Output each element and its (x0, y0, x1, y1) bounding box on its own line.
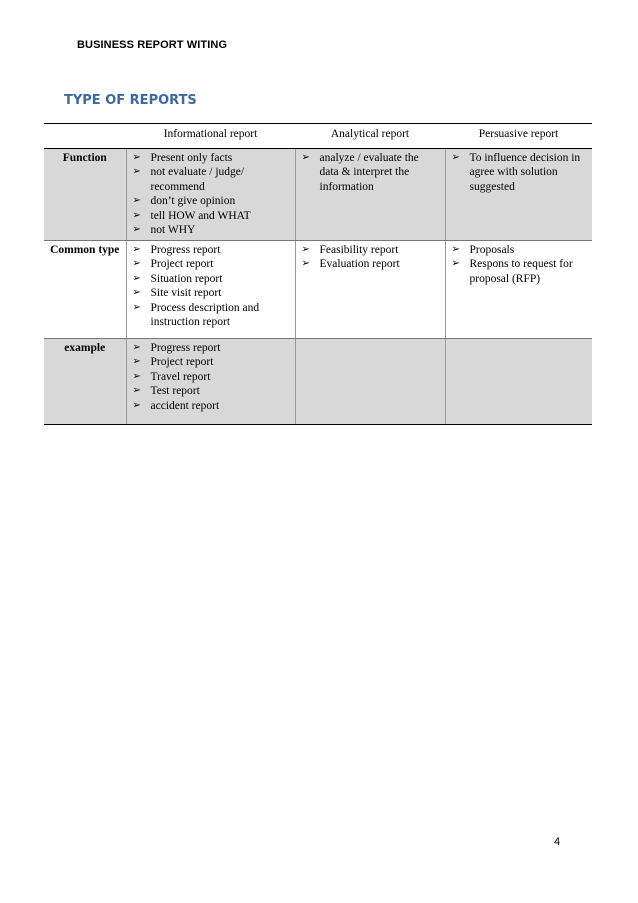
list-item (133, 355, 289, 370)
list-item (133, 151, 289, 166)
list-item (133, 257, 289, 272)
arrowhead-bullet-icon: ➢ (132, 399, 141, 411)
list-item-text: don’t give opinion (150, 195, 236, 207)
list-item (133, 194, 289, 209)
column-header-empty (44, 124, 126, 149)
table-cell-example-persuasive (445, 338, 592, 424)
arrowhead-bullet-icon: ➢ (301, 258, 310, 269)
list-item-text: Progress report (150, 341, 221, 354)
column-header-informational: Informational report (126, 124, 295, 149)
table-cell-common-type-persuasive (445, 240, 592, 338)
list-item (133, 223, 289, 238)
list-item-text: To influence decision in agree with solution suggested (469, 151, 581, 193)
arrowhead-bullet-icon: ➢ (451, 258, 460, 269)
table-cell-example-informational (126, 338, 295, 424)
arrowhead-bullet-icon: ➢ (132, 209, 141, 221)
list-item-text: Test report (150, 385, 200, 397)
table-cell-common-type-analytical (295, 240, 445, 338)
bullet-list (133, 341, 289, 414)
list-item (133, 165, 289, 194)
list-item-text: Respons to request for proposal (RFP) (469, 258, 573, 285)
list-item-text: Progress report (150, 243, 221, 256)
table-cell-function-analytical (295, 148, 445, 240)
bullet-list (133, 151, 289, 238)
bullet-list (133, 243, 289, 330)
list-item (452, 151, 587, 195)
arrowhead-bullet-icon: ➢ (132, 385, 141, 396)
bullet-list (302, 151, 439, 195)
list-item (133, 341, 289, 356)
arrowhead-bullet-icon: ➢ (301, 243, 310, 255)
bullet-list (452, 243, 587, 287)
arrowhead-bullet-icon: ➢ (132, 243, 141, 255)
list-item-text: not evaluate / judge/ recommend (150, 166, 245, 193)
column-header-analytical: Analytical report (295, 124, 445, 149)
list-item (133, 370, 289, 385)
list-item-text: Proposals (469, 243, 515, 256)
list-item-text: Project report (150, 258, 214, 270)
list-item (133, 272, 289, 287)
page-number: 4 (554, 836, 561, 848)
list-item (133, 286, 289, 301)
list-item (133, 301, 289, 330)
list-item-text: Project report (150, 356, 214, 368)
table-cell-function-informational (126, 148, 295, 240)
list-item (133, 399, 289, 414)
arrowhead-bullet-icon: ➢ (132, 272, 141, 284)
column-header-persuasive: Persuasive report (445, 124, 592, 149)
table-header-row (44, 124, 592, 149)
section-heading: TYPE OF REPORTS (64, 93, 197, 108)
table-cell-example-analytical (295, 338, 445, 424)
list-item-text: Process description and instruction report (150, 301, 260, 328)
list-item-text: Present only facts (150, 151, 233, 164)
list-item (302, 243, 439, 258)
list-item (133, 243, 289, 258)
table-row-example (44, 338, 592, 424)
list-item-text: analyze / evaluate the data & interpret the information (319, 151, 419, 193)
arrowhead-bullet-icon: ➢ (132, 224, 141, 235)
arrowhead-bullet-icon: ➢ (132, 301, 141, 313)
table-row-common-type (44, 240, 592, 338)
table-row-function (44, 148, 592, 240)
list-item-text: Site visit report (150, 287, 222, 299)
arrowhead-bullet-icon: ➢ (132, 370, 141, 382)
list-item-text: Feasibility report (319, 243, 399, 256)
row-label-function: Function (44, 148, 126, 240)
list-item (302, 151, 439, 195)
arrowhead-bullet-icon: ➢ (132, 356, 141, 367)
list-item (452, 257, 587, 286)
list-item (302, 257, 439, 272)
table-cell-common-type-informational (126, 240, 295, 338)
row-label-common-type: Common type (44, 240, 126, 338)
row-label-example: example (44, 338, 126, 424)
bullet-list (302, 243, 439, 272)
list-item-text: Situation report (150, 272, 223, 285)
list-item-text: Travel report (150, 370, 211, 383)
arrowhead-bullet-icon: ➢ (132, 195, 141, 206)
list-item (133, 384, 289, 399)
document-header-title: BUSINESS REPORT WITING (77, 39, 228, 51)
arrowhead-bullet-icon: ➢ (451, 243, 460, 255)
bullet-list (452, 151, 587, 195)
arrowhead-bullet-icon: ➢ (132, 258, 141, 269)
list-item (452, 243, 587, 258)
report-types-table (44, 123, 592, 425)
arrowhead-bullet-icon: ➢ (132, 341, 141, 353)
arrowhead-bullet-icon: ➢ (132, 151, 141, 163)
arrowhead-bullet-icon: ➢ (301, 151, 310, 163)
list-item-text: Evaluation report (319, 258, 400, 270)
list-item-text: not WHY (150, 224, 196, 236)
arrowhead-bullet-icon: ➢ (132, 166, 141, 177)
list-item-text: accident report (150, 399, 220, 412)
arrowhead-bullet-icon: ➢ (132, 287, 141, 298)
list-item (133, 209, 289, 224)
arrowhead-bullet-icon: ➢ (451, 151, 460, 163)
list-item-text: tell HOW and WHAT (150, 209, 251, 222)
table-cell-function-persuasive (445, 148, 592, 240)
